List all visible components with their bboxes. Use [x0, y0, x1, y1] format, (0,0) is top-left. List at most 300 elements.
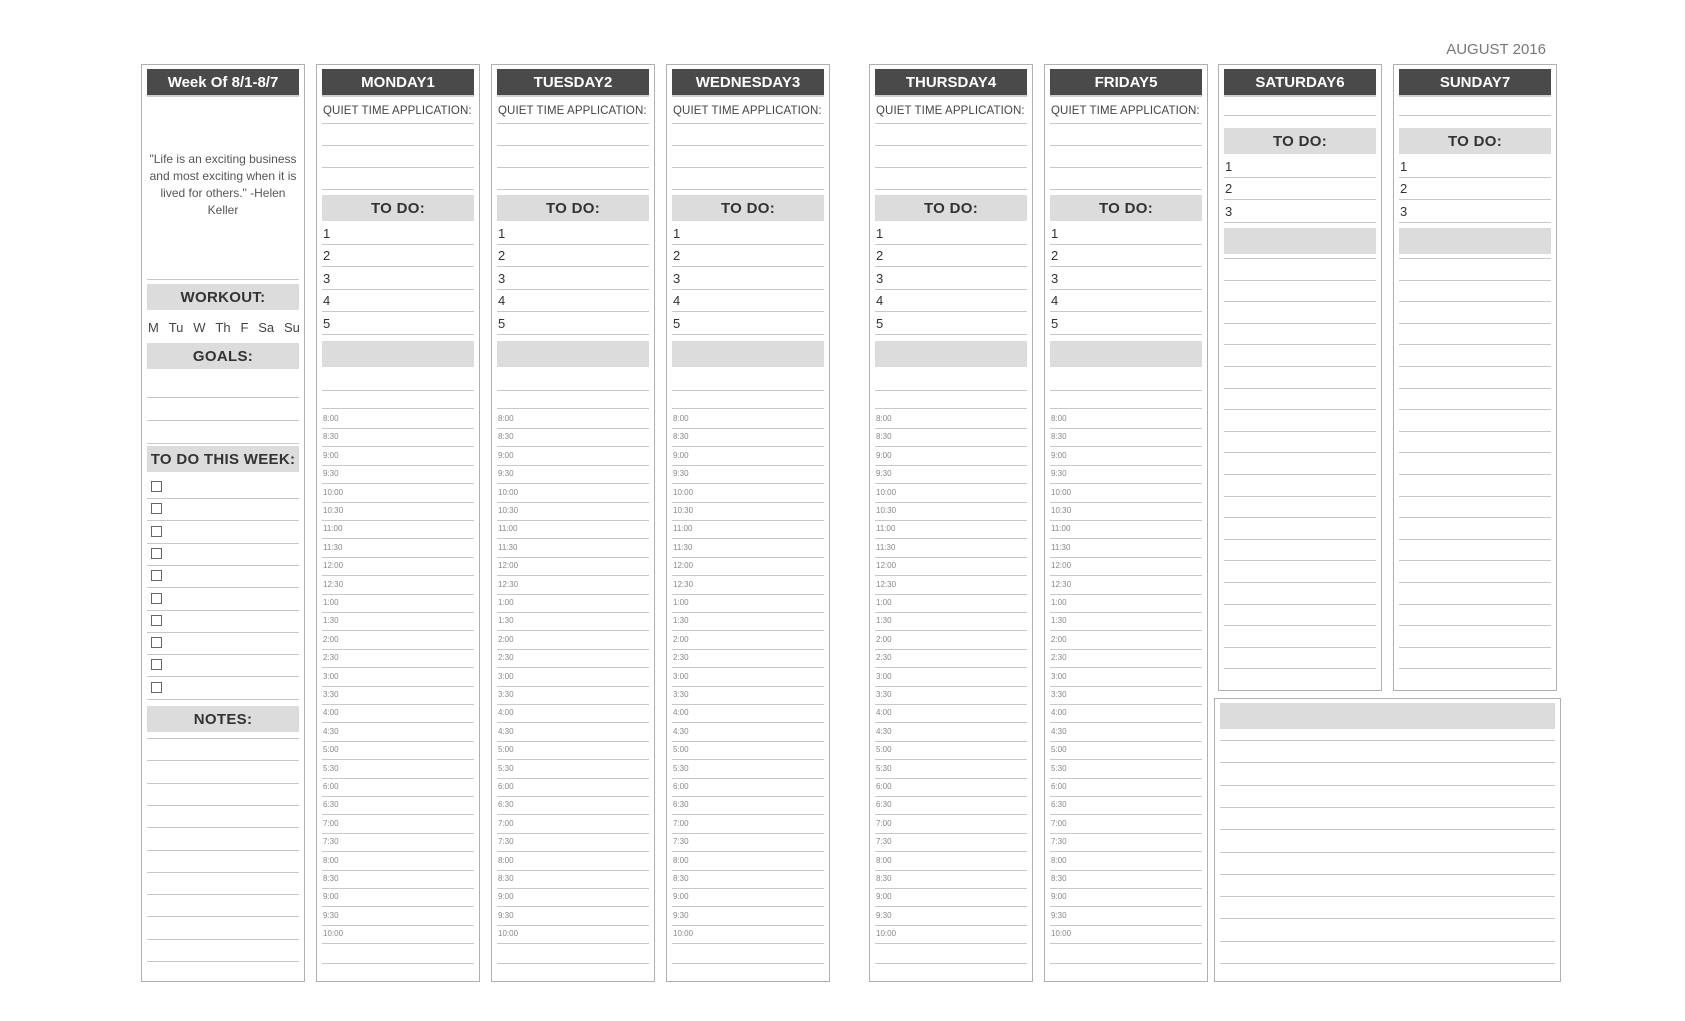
time-line[interactable] — [875, 759, 1027, 760]
time-line[interactable] — [497, 906, 649, 907]
writing-line[interactable] — [1399, 301, 1551, 302]
time-line[interactable] — [1050, 520, 1202, 521]
todo-line[interactable] — [672, 289, 824, 290]
writing-line[interactable] — [1224, 452, 1376, 453]
writing-line[interactable] — [1399, 344, 1551, 345]
notes-line[interactable] — [147, 827, 299, 828]
todo-week-checkbox[interactable] — [151, 682, 162, 693]
writing-line[interactable] — [1399, 668, 1551, 669]
todo-line[interactable] — [497, 334, 649, 335]
notes-line[interactable] — [147, 872, 299, 873]
time-line[interactable] — [875, 778, 1027, 779]
quiet-time-line[interactable] — [1050, 189, 1202, 190]
time-line[interactable] — [1050, 741, 1202, 742]
time-line[interactable] — [672, 704, 824, 705]
notes-line[interactable] — [147, 939, 299, 940]
todo-line[interactable] — [322, 244, 474, 245]
todo-line[interactable] — [497, 289, 649, 290]
writing-line[interactable] — [1224, 344, 1376, 345]
quiet-time-line[interactable] — [672, 167, 824, 168]
todo-week-checkbox[interactable] — [151, 659, 162, 670]
extra-line[interactable] — [497, 408, 649, 409]
time-line[interactable] — [672, 759, 824, 760]
notes-line[interactable] — [147, 850, 299, 851]
time-line[interactable] — [875, 649, 1027, 650]
notes-line[interactable] — [1220, 762, 1555, 763]
todo-line[interactable] — [1399, 222, 1551, 223]
writing-line[interactable] — [1399, 625, 1551, 626]
writing-line[interactable] — [1224, 582, 1376, 583]
time-line[interactable] — [322, 557, 474, 558]
time-line[interactable] — [322, 888, 474, 889]
time-line[interactable] — [672, 851, 824, 852]
todo-line[interactable] — [875, 334, 1027, 335]
todo-week-line[interactable] — [147, 498, 299, 499]
time-line[interactable] — [1050, 778, 1202, 779]
todo-week-line[interactable] — [147, 654, 299, 655]
writing-line[interactable] — [1224, 280, 1376, 281]
time-line[interactable] — [497, 888, 649, 889]
extra-line[interactable] — [497, 963, 649, 964]
time-line[interactable] — [497, 686, 649, 687]
quiet-time-line[interactable] — [875, 145, 1027, 146]
time-line[interactable] — [672, 814, 824, 815]
workout-day[interactable]: Sa — [258, 320, 275, 335]
time-line[interactable] — [322, 575, 474, 576]
quiet-time-line[interactable] — [672, 189, 824, 190]
time-line[interactable] — [322, 465, 474, 466]
writing-line[interactable] — [1399, 474, 1551, 475]
quiet-time-line[interactable] — [1050, 145, 1202, 146]
writing-line[interactable] — [1224, 517, 1376, 518]
time-line[interactable] — [672, 906, 824, 907]
todo-line[interactable] — [1050, 311, 1202, 312]
extra-line[interactable] — [497, 390, 649, 391]
notes-line[interactable] — [1220, 963, 1555, 964]
time-line[interactable] — [497, 483, 649, 484]
extra-line[interactable] — [672, 390, 824, 391]
time-line[interactable] — [672, 722, 824, 723]
quiet-time-line[interactable] — [672, 123, 824, 124]
workout-day[interactable]: Th — [215, 320, 231, 335]
writing-line[interactable] — [1224, 668, 1376, 669]
time-line[interactable] — [1050, 502, 1202, 503]
time-line[interactable] — [672, 428, 824, 429]
writing-line[interactable] — [1224, 560, 1376, 561]
time-line[interactable] — [497, 667, 649, 668]
time-line[interactable] — [1050, 538, 1202, 539]
time-line[interactable] — [497, 704, 649, 705]
time-line[interactable] — [497, 851, 649, 852]
quiet-time-line[interactable] — [875, 123, 1027, 124]
extra-line[interactable] — [672, 963, 824, 964]
time-line[interactable] — [322, 594, 474, 595]
time-line[interactable] — [875, 557, 1027, 558]
time-line[interactable] — [497, 814, 649, 815]
todo-line[interactable] — [1224, 177, 1376, 178]
time-line[interactable] — [497, 612, 649, 613]
time-line[interactable] — [497, 465, 649, 466]
quiet-time-line[interactable] — [672, 145, 824, 146]
time-line[interactable] — [497, 428, 649, 429]
time-line[interactable] — [875, 796, 1027, 797]
time-line[interactable] — [672, 649, 824, 650]
time-line[interactable] — [322, 943, 474, 944]
time-line[interactable] — [497, 778, 649, 779]
time-line[interactable] — [875, 906, 1027, 907]
todo-week-line[interactable] — [147, 632, 299, 633]
time-line[interactable] — [672, 520, 824, 521]
todo-line[interactable] — [672, 266, 824, 267]
time-line[interactable] — [322, 612, 474, 613]
time-line[interactable] — [322, 906, 474, 907]
time-line[interactable] — [1050, 870, 1202, 871]
time-line[interactable] — [1050, 759, 1202, 760]
workout-day[interactable]: Su — [284, 320, 300, 335]
time-line[interactable] — [672, 741, 824, 742]
time-line[interactable] — [875, 612, 1027, 613]
todo-line[interactable] — [1050, 266, 1202, 267]
writing-line[interactable] — [1399, 366, 1551, 367]
notes-line[interactable] — [1220, 896, 1555, 897]
time-line[interactable] — [497, 722, 649, 723]
time-line[interactable] — [497, 630, 649, 631]
todo-line[interactable] — [322, 334, 474, 335]
extra-line[interactable] — [322, 408, 474, 409]
notes-line[interactable] — [147, 738, 299, 739]
notes-line[interactable] — [1220, 807, 1555, 808]
time-line[interactable] — [497, 649, 649, 650]
quiet-time-line[interactable] — [322, 123, 474, 124]
writing-line[interactable] — [1224, 625, 1376, 626]
todo-line[interactable] — [1050, 289, 1202, 290]
todo-week-checkbox[interactable] — [151, 615, 162, 626]
notes-line[interactable] — [1220, 918, 1555, 919]
time-line[interactable] — [322, 925, 474, 926]
time-line[interactable] — [672, 612, 824, 613]
quiet-time-line[interactable] — [1050, 123, 1202, 124]
time-line[interactable] — [1050, 594, 1202, 595]
extra-line[interactable] — [1050, 963, 1202, 964]
time-line[interactable] — [672, 686, 824, 687]
todo-week-line[interactable] — [147, 676, 299, 677]
writing-line[interactable] — [1399, 323, 1551, 324]
time-line[interactable] — [322, 833, 474, 834]
time-line[interactable] — [875, 502, 1027, 503]
time-line[interactable] — [322, 704, 474, 705]
time-line[interactable] — [322, 814, 474, 815]
time-line[interactable] — [672, 796, 824, 797]
time-line[interactable] — [1050, 667, 1202, 668]
time-line[interactable] — [1050, 428, 1202, 429]
time-line[interactable] — [322, 722, 474, 723]
time-line[interactable] — [1050, 575, 1202, 576]
time-line[interactable] — [1050, 465, 1202, 466]
notes-line[interactable] — [147, 783, 299, 784]
time-line[interactable] — [875, 428, 1027, 429]
time-line[interactable] — [1050, 612, 1202, 613]
time-line[interactable] — [322, 502, 474, 503]
todo-week-checkbox[interactable] — [151, 481, 162, 492]
notes-line[interactable] — [147, 961, 299, 962]
time-line[interactable] — [672, 557, 824, 558]
writing-line[interactable] — [1224, 388, 1376, 389]
time-line[interactable] — [497, 446, 649, 447]
writing-line[interactable] — [1224, 301, 1376, 302]
todo-week-checkbox[interactable] — [151, 637, 162, 648]
extra-line[interactable] — [875, 390, 1027, 391]
time-line[interactable] — [875, 630, 1027, 631]
writing-line[interactable] — [1224, 323, 1376, 324]
notes-line[interactable] — [1220, 874, 1555, 875]
notes-line[interactable] — [1220, 852, 1555, 853]
time-line[interactable] — [875, 925, 1027, 926]
writing-line[interactable] — [1399, 280, 1551, 281]
time-line[interactable] — [497, 520, 649, 521]
writing-line[interactable] — [1399, 388, 1551, 389]
time-line[interactable] — [1050, 704, 1202, 705]
notes-line[interactable] — [147, 916, 299, 917]
workout-day[interactable]: Tu — [168, 320, 184, 335]
time-line[interactable] — [322, 870, 474, 871]
time-line[interactable] — [672, 575, 824, 576]
todo-line[interactable] — [875, 266, 1027, 267]
time-line[interactable] — [497, 557, 649, 558]
time-line[interactable] — [322, 667, 474, 668]
quiet-time-line[interactable] — [497, 123, 649, 124]
notes-line[interactable] — [1220, 740, 1555, 741]
todo-line[interactable] — [672, 334, 824, 335]
time-line[interactable] — [1050, 851, 1202, 852]
todo-week-line[interactable] — [147, 520, 299, 521]
time-line[interactable] — [322, 778, 474, 779]
todo-week-checkbox[interactable] — [151, 548, 162, 559]
time-line[interactable] — [1050, 557, 1202, 558]
writing-line[interactable] — [1399, 647, 1551, 648]
time-line[interactable] — [875, 538, 1027, 539]
quiet-time-line[interactable] — [1050, 167, 1202, 168]
todo-line[interactable] — [672, 311, 824, 312]
time-line[interactable] — [497, 538, 649, 539]
todo-week-checkbox[interactable] — [151, 593, 162, 604]
time-line[interactable] — [1050, 796, 1202, 797]
time-line[interactable] — [672, 888, 824, 889]
time-line[interactable] — [1050, 943, 1202, 944]
writing-line[interactable] — [1399, 560, 1551, 561]
time-line[interactable] — [875, 575, 1027, 576]
writing-line[interactable] — [1399, 539, 1551, 540]
notes-line[interactable] — [147, 805, 299, 806]
todo-line[interactable] — [497, 311, 649, 312]
top-line[interactable] — [1399, 115, 1551, 116]
time-line[interactable] — [875, 888, 1027, 889]
time-line[interactable] — [322, 538, 474, 539]
todo-line[interactable] — [1224, 222, 1376, 223]
extra-line[interactable] — [672, 408, 824, 409]
time-line[interactable] — [672, 538, 824, 539]
quiet-time-line[interactable] — [875, 189, 1027, 190]
todo-line[interactable] — [1050, 334, 1202, 335]
time-line[interactable] — [672, 630, 824, 631]
todo-week-checkbox[interactable] — [151, 570, 162, 581]
todo-week-line[interactable] — [147, 587, 299, 588]
extra-line[interactable] — [875, 963, 1027, 964]
writing-line[interactable] — [1224, 366, 1376, 367]
time-line[interactable] — [497, 833, 649, 834]
todo-week-line[interactable] — [147, 699, 299, 700]
quiet-time-line[interactable] — [322, 189, 474, 190]
time-line[interactable] — [672, 778, 824, 779]
todo-line[interactable] — [497, 266, 649, 267]
writing-line[interactable] — [1399, 258, 1551, 259]
time-line[interactable] — [1050, 630, 1202, 631]
time-line[interactable] — [875, 814, 1027, 815]
writing-line[interactable] — [1224, 496, 1376, 497]
time-line[interactable] — [322, 630, 474, 631]
time-line[interactable] — [497, 741, 649, 742]
writing-line[interactable] — [1399, 582, 1551, 583]
time-line[interactable] — [1050, 833, 1202, 834]
time-line[interactable] — [875, 741, 1027, 742]
time-line[interactable] — [1050, 686, 1202, 687]
todo-line[interactable] — [322, 311, 474, 312]
time-line[interactable] — [1050, 722, 1202, 723]
time-line[interactable] — [322, 686, 474, 687]
todo-line[interactable] — [875, 244, 1027, 245]
todo-line[interactable] — [875, 311, 1027, 312]
writing-line[interactable] — [1224, 409, 1376, 410]
time-line[interactable] — [875, 446, 1027, 447]
writing-line[interactable] — [1399, 409, 1551, 410]
writing-line[interactable] — [1399, 452, 1551, 453]
writing-line[interactable] — [1399, 604, 1551, 605]
time-line[interactable] — [875, 465, 1027, 466]
time-line[interactable] — [497, 943, 649, 944]
time-line[interactable] — [1050, 649, 1202, 650]
todo-week-checkbox[interactable] — [151, 503, 162, 514]
writing-line[interactable] — [1224, 474, 1376, 475]
writing-line[interactable] — [1224, 647, 1376, 648]
todo-week-line[interactable] — [147, 543, 299, 544]
writing-line[interactable] — [1399, 496, 1551, 497]
quiet-time-line[interactable] — [497, 145, 649, 146]
time-line[interactable] — [497, 759, 649, 760]
time-line[interactable] — [322, 446, 474, 447]
time-line[interactable] — [875, 722, 1027, 723]
quiet-time-line[interactable] — [497, 189, 649, 190]
time-line[interactable] — [322, 851, 474, 852]
workout-day[interactable]: M — [148, 320, 159, 335]
extra-line[interactable] — [322, 390, 474, 391]
todo-line[interactable] — [497, 244, 649, 245]
time-line[interactable] — [1050, 906, 1202, 907]
time-line[interactable] — [672, 925, 824, 926]
todo-line[interactable] — [1050, 244, 1202, 245]
notes-line[interactable] — [147, 894, 299, 895]
time-line[interactable] — [497, 502, 649, 503]
todo-line[interactable] — [322, 289, 474, 290]
top-line[interactable] — [1224, 115, 1376, 116]
todo-line[interactable] — [672, 244, 824, 245]
extra-line[interactable] — [1050, 390, 1202, 391]
time-line[interactable] — [497, 796, 649, 797]
time-line[interactable] — [672, 446, 824, 447]
workout-day[interactable]: F — [240, 320, 249, 335]
todo-line[interactable] — [875, 289, 1027, 290]
time-line[interactable] — [875, 943, 1027, 944]
time-line[interactable] — [497, 575, 649, 576]
todo-line[interactable] — [1399, 177, 1551, 178]
time-line[interactable] — [672, 502, 824, 503]
time-line[interactable] — [1050, 814, 1202, 815]
time-line[interactable] — [322, 483, 474, 484]
time-line[interactable] — [497, 925, 649, 926]
time-line[interactable] — [875, 483, 1027, 484]
time-line[interactable] — [322, 796, 474, 797]
time-line[interactable] — [875, 520, 1027, 521]
time-line[interactable] — [875, 851, 1027, 852]
todo-week-line[interactable] — [147, 610, 299, 611]
time-line[interactable] — [1050, 925, 1202, 926]
time-line[interactable] — [497, 870, 649, 871]
todo-line[interactable] — [322, 266, 474, 267]
workout-day[interactable]: W — [193, 320, 206, 335]
todo-line[interactable] — [1224, 199, 1376, 200]
todo-week-checkbox[interactable] — [151, 526, 162, 537]
extra-line[interactable] — [875, 408, 1027, 409]
time-line[interactable] — [1050, 888, 1202, 889]
extra-line[interactable] — [322, 963, 474, 964]
notes-line[interactable] — [1220, 941, 1555, 942]
todo-week-line[interactable] — [147, 565, 299, 566]
time-line[interactable] — [875, 870, 1027, 871]
todo-line[interactable] — [1399, 199, 1551, 200]
time-line[interactable] — [672, 483, 824, 484]
time-line[interactable] — [672, 594, 824, 595]
writing-line[interactable] — [1224, 258, 1376, 259]
extra-line[interactable] — [1050, 408, 1202, 409]
writing-line[interactable] — [1224, 604, 1376, 605]
quiet-time-line[interactable] — [322, 145, 474, 146]
time-line[interactable] — [875, 833, 1027, 834]
time-line[interactable] — [1050, 446, 1202, 447]
time-line[interactable] — [672, 667, 824, 668]
quiet-time-line[interactable] — [875, 167, 1027, 168]
time-line[interactable] — [1050, 483, 1202, 484]
time-line[interactable] — [875, 594, 1027, 595]
notes-line[interactable] — [1220, 785, 1555, 786]
time-line[interactable] — [322, 428, 474, 429]
notes-line[interactable] — [147, 760, 299, 761]
quiet-time-line[interactable] — [497, 167, 649, 168]
time-line[interactable] — [875, 686, 1027, 687]
time-line[interactable] — [497, 594, 649, 595]
time-line[interactable] — [875, 667, 1027, 668]
writing-line[interactable] — [1399, 517, 1551, 518]
time-line[interactable] — [322, 741, 474, 742]
time-line[interactable] — [875, 704, 1027, 705]
time-line[interactable] — [322, 649, 474, 650]
time-line[interactable] — [322, 759, 474, 760]
quiet-time-line[interactable] — [322, 167, 474, 168]
time-line[interactable] — [672, 870, 824, 871]
time-line[interactable] — [672, 943, 824, 944]
notes-line[interactable] — [1220, 829, 1555, 830]
writing-line[interactable] — [1224, 539, 1376, 540]
writing-line[interactable] — [1399, 431, 1551, 432]
time-line[interactable] — [672, 833, 824, 834]
writing-line[interactable] — [1224, 431, 1376, 432]
